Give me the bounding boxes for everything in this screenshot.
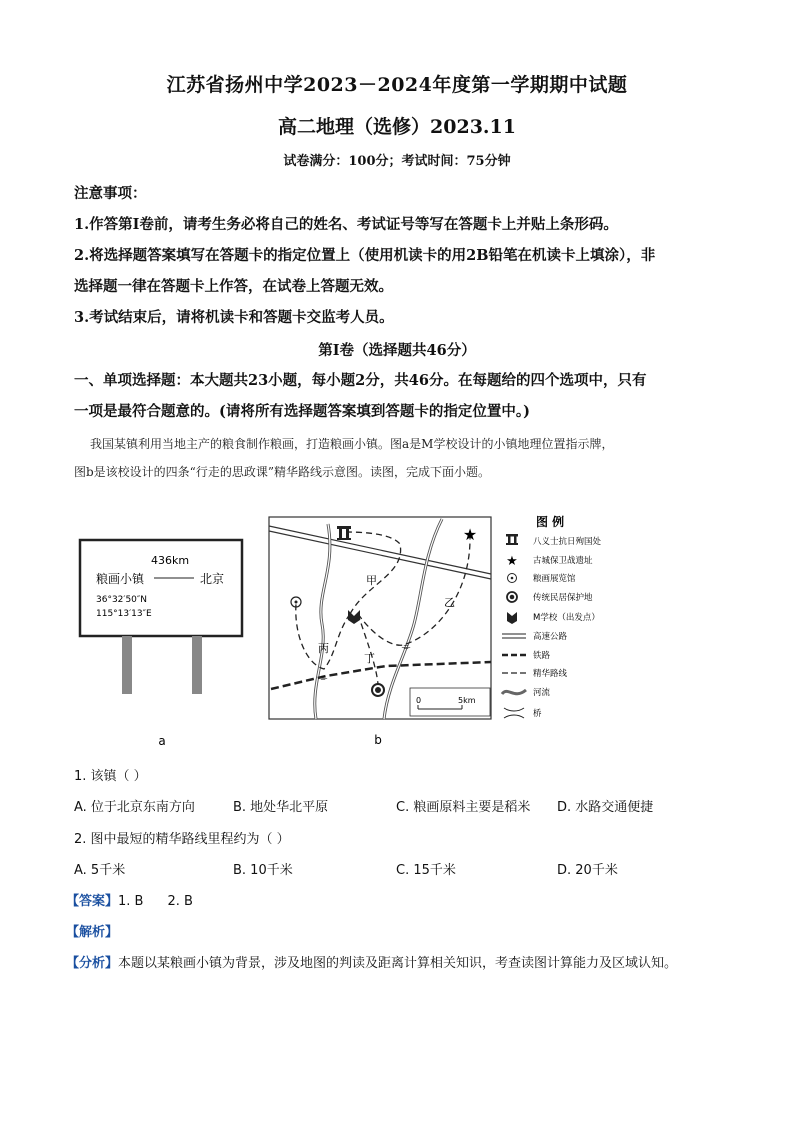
material-line-1: 我国某镇利用当地主产的粮食制作粮画，打造粮画小镇。图a是M学校设计的小镇地理位置指示牌，	[90, 437, 614, 451]
fenxi-label: 【分析】	[66, 956, 119, 971]
question-1-option-c: C. 粮画原料主要是稻米	[396, 800, 531, 815]
sign-destination: 北京	[200, 572, 225, 586]
sign-post-left	[122, 636, 132, 694]
legend-label-railway: 铁路	[533, 651, 551, 661]
question-1-option-b: B. 地处华北平原	[233, 800, 329, 815]
route-label-ding: 丁	[364, 652, 375, 665]
legend-label-highway: 高速公路	[533, 632, 568, 642]
answer-value-2: 2. B	[167, 894, 193, 909]
question-1-option-d: D. 水路交通便捷	[557, 800, 654, 815]
bridge-marker-east: ⌯	[401, 640, 411, 653]
notice-item-1: 1.作答第Ⅰ卷前，请考生务必将自己的姓名、考试证号等写在答题卡上并贴上条形码。	[74, 216, 618, 233]
exam-subtitle: 高二地理（选修）2023.11	[278, 116, 516, 138]
answer-label: 【答案】	[66, 894, 119, 909]
exam-title: 江苏省扬州中学2023－2024年度第一学期期中试题	[166, 74, 628, 96]
question-2-option-d: D. 20千米	[557, 863, 618, 878]
river-icon	[502, 690, 526, 694]
sign-post-right	[192, 636, 202, 694]
question-2-option-a: A. 5千米	[74, 863, 126, 878]
route-label-jia: 甲	[366, 574, 377, 587]
question-2-stem: 2. 图中最短的精华路线里程约为（ ）	[74, 832, 290, 847]
bridge-icon	[504, 708, 524, 718]
exam-info: 试卷满分：100分；考试时间：75分钟	[283, 154, 511, 169]
legend-label-river: 河流	[533, 688, 551, 698]
material-line-2: 图b是该校设计的四条“行走的思政课”精华路线示意图。读图，完成下面小题。	[74, 465, 490, 479]
part1-heading: 第Ⅰ卷（选择题共46分）	[318, 342, 476, 359]
legend-title: 图 例	[536, 515, 565, 529]
sign-distance: 436km	[150, 554, 190, 567]
legend-label-folk-house: 传统民居保护地	[533, 593, 593, 603]
legend-label-exhibition: 粮画展览馆	[533, 574, 576, 584]
question-1-option-a: A. 位于北京东南方向	[74, 800, 195, 815]
sign-longitude: 115°13′13″E	[96, 609, 152, 619]
legend-label-star: 古城保卫战遗址	[533, 556, 593, 566]
legend-label-route: 精华路线	[533, 669, 568, 679]
question-2-option-c: C. 15千米	[396, 863, 456, 878]
highway-icon	[502, 634, 526, 638]
scale-bar	[410, 688, 490, 716]
notice-item-2-line-1: 2.将选择题答案填写在答题卡的指定位置上（使用机读卡的用2B铅笔在机读卡上填涂），非	[74, 247, 656, 264]
notice-item-2-line-2: 选择题一律在答题卡上作答，在试卷上答题无效。	[74, 278, 393, 295]
part1-instruction-line-2: 一项是最符合题意的。(请将所有选择题答案填到答题卡的指定位置中。)	[74, 403, 530, 420]
star-marker: ★	[462, 525, 478, 544]
figure-a-signboard	[70, 530, 260, 750]
answer-value-1: 1. B	[118, 894, 144, 909]
figure-a-caption: a	[158, 734, 166, 748]
fenxi-line	[66, 952, 677, 971]
sign-latitude: 36°32′50″N	[96, 595, 147, 605]
figure-b-route-map	[266, 514, 496, 750]
legend-label-memorial: 八义士抗日殉国处	[533, 537, 602, 547]
route-label-bing: 丙	[318, 642, 329, 655]
book-icon	[507, 612, 517, 624]
bridge-marker-west: ⌯	[318, 671, 328, 684]
answer-line	[66, 890, 193, 909]
notice-item-3: 3.考试结束后，请将机读卡和答题卡交监考人员。	[74, 309, 394, 326]
question-2-option-b: B. 10千米	[233, 863, 293, 878]
fenxi-text: 本题以某粮画小镇为背景，涉及地图的判读及距离计算相关知识，考查读图计算能力及区域认知。	[118, 956, 678, 971]
question-1-stem: 1. 该镇（ ）	[74, 769, 147, 784]
scale-value: 5km	[458, 696, 476, 705]
notice-heading: 注意事项：	[74, 185, 147, 202]
map-legend	[500, 512, 630, 724]
sign-origin: 粮画小镇	[96, 572, 145, 586]
memorial-icon	[506, 534, 518, 545]
analysis-label: 【解析】	[66, 925, 119, 940]
legend-label-school: M学校（出发点）	[533, 613, 600, 623]
double-circle-icon	[507, 592, 517, 602]
star-icon: ★	[506, 554, 518, 569]
dot-circle-icon	[508, 574, 517, 583]
figure-b-caption: b	[374, 733, 382, 747]
scale-zero: 0	[416, 696, 422, 705]
analysis-heading	[66, 921, 118, 940]
legend-label-bridge: 桥	[533, 709, 542, 719]
route-label-yi: 乙	[444, 596, 455, 609]
part1-instruction-line-1: 一、单项选择题：本大题共23小题，每小题2分，共46分。在每题给的四个选项中，只有	[74, 372, 647, 389]
